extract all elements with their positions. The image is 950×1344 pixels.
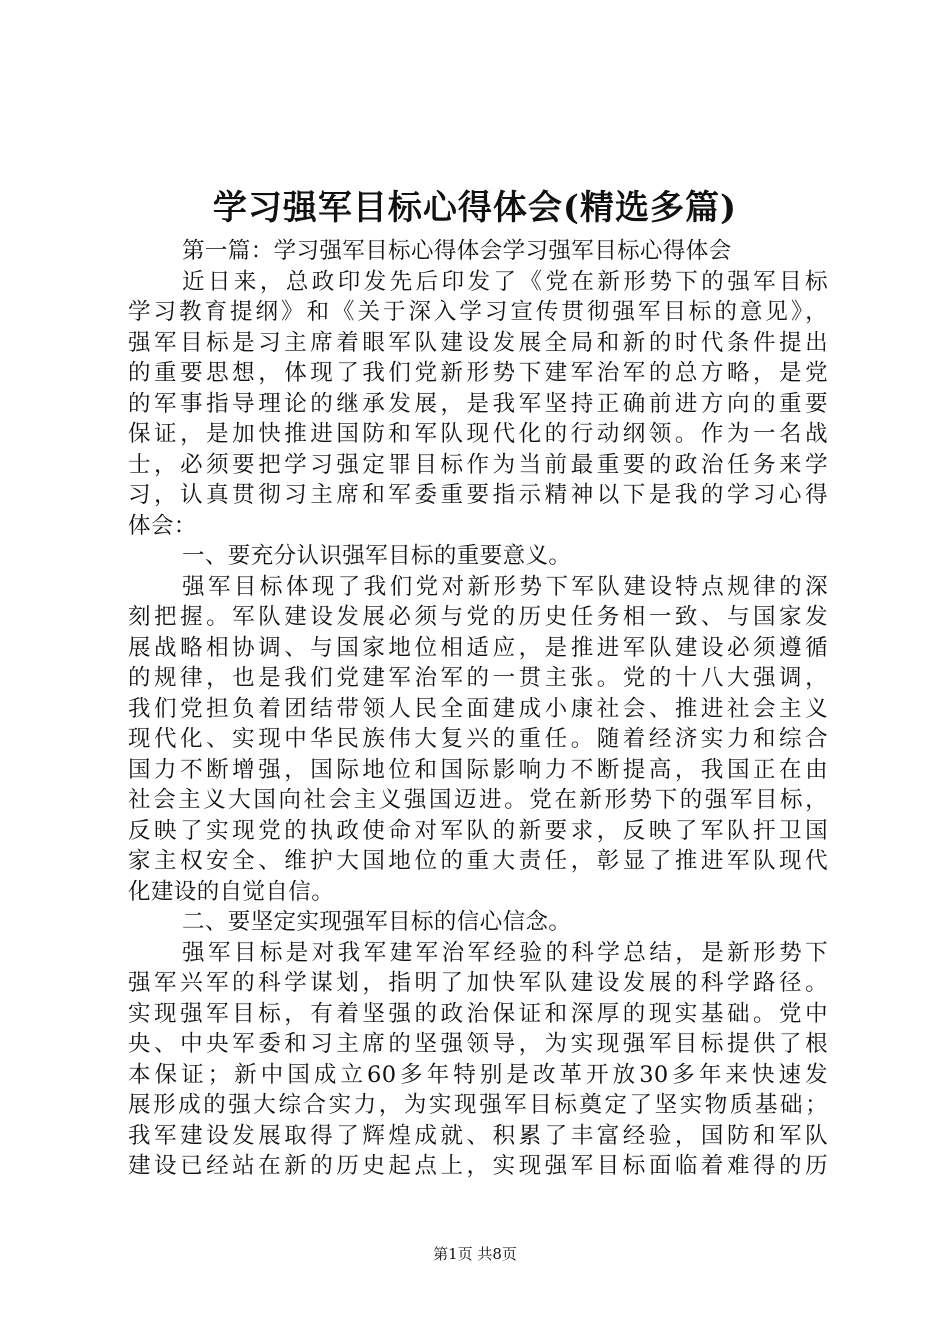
document-body: [128, 236, 828, 1182]
paragraph-line: 实现强军目标，有着坚强的政治保证和深厚的现实基础。党中: [128, 1000, 828, 1027]
paragraph-line: 体会：: [128, 512, 197, 539]
paragraph-line: 强军目标体现了我们党对新形势下军队建设特点规律的深: [182, 573, 828, 600]
paragraph-line: 强军目标是对我军建军治军经验的科学总结，是新形势下: [182, 939, 828, 966]
paragraph-line: 央、中央军委和习主席的坚强领导，为实现强军目标提供了根: [128, 1031, 828, 1057]
page-number-footer: 第1页 共8页: [433, 1245, 517, 1263]
section-heading-line: 第一篇：学习强军目标心得体会学习强军目标心得体会: [182, 238, 732, 264]
section-heading-line: 二、要坚定实现强军目标的信心信念。: [182, 909, 572, 935]
paragraph-line: 反映了实现党的执政使命对军队的新要求，反映了军队扞卫国: [128, 817, 828, 844]
paragraph-line: 强军兴军的科学谋划，指明了加快军队建设发展的科学路径。: [128, 970, 828, 996]
paragraph-line: 士，必须要把学习强定罪目标作为当前最重要的政治任务来学: [128, 451, 828, 478]
paragraph-line: 近日来，总政印发先后印发了《党在新形势下的强军目标: [182, 268, 828, 295]
paragraph-line: 展战略相协调、与国家地位相适应，是推进军队建设必须遵循: [128, 634, 828, 661]
paragraph-line: 学习教育提纲》和《关于深入学习宣传贯彻强军目标的意见》，: [128, 299, 828, 325]
paragraph-line: 化建设的自觉自信。: [128, 878, 335, 905]
paragraph-line: 建设已经站在新的历史起点上，实现强军目标面临着难得的历: [128, 1153, 828, 1179]
paragraph-line: 国力不断增强，国际地位和国际影响力不断提高，我国正在由: [128, 756, 828, 783]
paragraph-line: 刻把握。军队建设发展必须与党的历史任务相一致、与国家发: [128, 604, 828, 630]
paragraph-line: 展形成的强大综合实力，为实现强军目标奠定了坚实物质基础；: [128, 1092, 828, 1118]
paragraph-line: 我们党担负着团结带领人民全面建成小康社会、推进社会主义: [128, 695, 828, 722]
paragraph-line: 社会主义大国向社会主义强国迈进。党在新形势下的强军目标，: [128, 787, 828, 813]
paragraph-line: 的规律，也是我们党建军治军的一贯主张。党的十八大强调，: [128, 665, 828, 691]
section-heading-line: 一、要充分认识强军目标的重要意义。: [182, 543, 572, 569]
paragraph-line: 现代化、实现中华民族伟大复兴的重任。随着经济实力和综合: [128, 726, 828, 752]
paragraph-line: 的重要思想，体现了我们党新形势下建军治军的总方略，是党: [128, 360, 828, 386]
paragraph-line: 强军目标是习主席着眼军队建设发展全局和新的时代条件提出: [128, 329, 828, 356]
document-title: 学习强军目标心得体会(精选多篇): [212, 188, 738, 228]
paragraph-line: 保证，是加快推进国防和军队现代化的行动纲领。作为一名战: [128, 421, 828, 447]
paragraph-line: 习，认真贯彻习主席和军委重要指示精神以下是我的学习心得: [128, 482, 828, 508]
paragraph-line: 的军事指导理论的继承发展，是我军坚持正确前进方向的重要: [128, 390, 828, 417]
paragraph-line: 本保证；新中国成立60多年特别是改革开放30多年来快速发: [128, 1061, 828, 1088]
paragraph-line: 我军建设发展取得了辉煌成就、积累了丰富经验，国防和军队: [128, 1122, 828, 1149]
paragraph-line: 家主权安全、维护大国地位的重大责任，彰显了推进军队现代: [128, 848, 828, 874]
